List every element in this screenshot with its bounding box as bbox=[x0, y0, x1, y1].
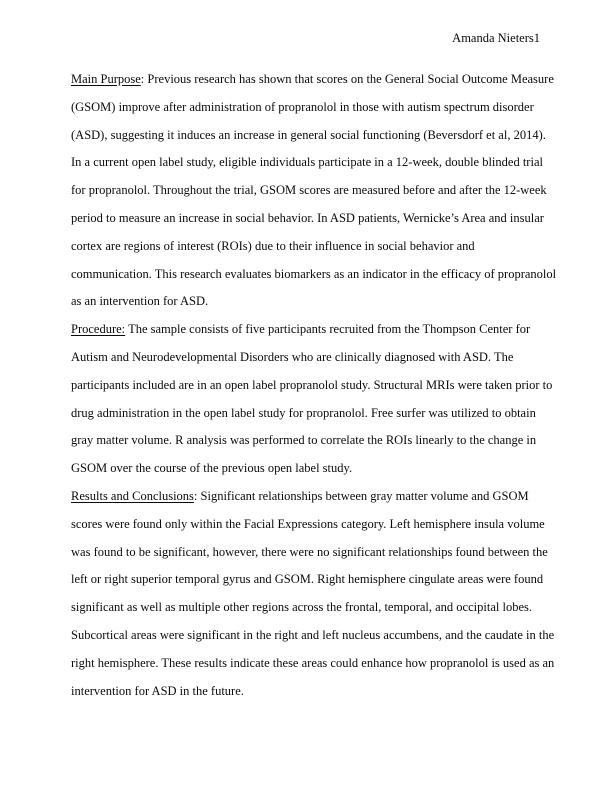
text-line: left or right superior temporal gyrus and GSOM. Right hemisphere cingulate areas were found bbox=[71, 572, 544, 587]
text-line: period to measure an increase in social behavior. In ASD patients, Wernicke’s Area and insular bbox=[71, 210, 544, 225]
line-text: The sample consists of five participants recruited from the Thompson Center for bbox=[128, 322, 531, 337]
text-line: scores were found only within the Facial Expressions category. Left hemisphere insula volume bbox=[71, 516, 545, 531]
text-line bbox=[71, 66, 554, 94]
text-line: for propranolol. Throughout the trial, GSOM scores are measured before and after the 12-week bbox=[71, 183, 547, 198]
section-heading: Results and Conclusions bbox=[71, 488, 194, 503]
text-line: In a current open label study, eligible individuals participate in a 12-week, double blinded trial bbox=[71, 155, 543, 170]
text-line: significant as well as multiple other regions across the frontal, temporal, and occipital lobes. bbox=[71, 600, 532, 615]
text-line: communication. This research evaluates biomarkers as an indicator in the efficacy of propranolol bbox=[71, 266, 557, 281]
text-line bbox=[71, 483, 543, 511]
heading-separator: : bbox=[193, 488, 201, 503]
text-line bbox=[71, 316, 543, 344]
text-line: intervention for ASD in the future. bbox=[71, 683, 244, 698]
page-header-author: Amanda Nieters1 bbox=[452, 31, 540, 45]
line-text: Previous research has shown that scores on the General Social Outcome Measure bbox=[147, 72, 554, 86]
text-line: (ASD), suggesting it induces an increase in general social functioning (Beversdorf et al, 2014). bbox=[71, 127, 546, 142]
heading-separator: : bbox=[140, 72, 148, 86]
text-line: as an intervention for ASD. bbox=[71, 294, 209, 309]
text-line: gray matter volume. R analysis was performed to correlate the ROIs linearly to the change in bbox=[71, 433, 537, 448]
section-heading: Main Purpose bbox=[71, 72, 141, 86]
text-line: Autism and Neurodevelopmental Disorders who are clinically diagnosed with ASD. The bbox=[71, 349, 514, 364]
text-line: was found to be significant, however, there were no significant relationships found between the bbox=[71, 544, 548, 559]
line-text: Significant relationships between gray matter volume and GSOM bbox=[200, 488, 529, 503]
text-line: participants included are in an open label propranolol study. Structural MRIs were taken prior to bbox=[71, 377, 553, 392]
text-line: right hemisphere. These results indicate these areas could enhance how propranolol is used as an bbox=[71, 655, 555, 670]
text-line: Subcortical areas were significant in the right and left nucleus accumbens, and the caudate in the bbox=[71, 627, 555, 642]
text-line: cortex are regions of interest (ROIs) due to their influence in social behavior and bbox=[71, 238, 475, 253]
text-line: (GSOM) improve after administration of propranolol in those with autism spectrum disorder bbox=[71, 99, 534, 114]
text-line: GSOM over the course of the previous open label study. bbox=[71, 461, 353, 476]
document-body bbox=[71, 66, 557, 705]
section-heading: Procedure: bbox=[71, 322, 126, 337]
text-line: drug administration in the open label study for propranolol. Free surfer was utilized to obtain bbox=[71, 405, 536, 420]
